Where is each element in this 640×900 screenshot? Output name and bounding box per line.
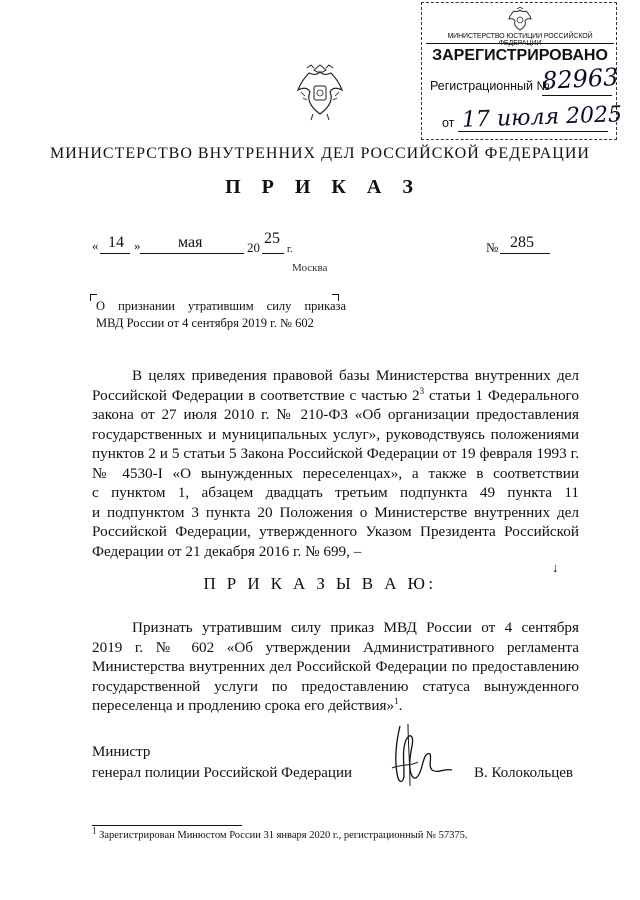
stamp-registered-label: ЗАРЕГИСТРИРОВАНО: [432, 47, 608, 64]
date-year-suffix: 25: [264, 230, 280, 247]
preamble-line: государственных и муниципальных услуг», руководствуясь положениями: [92, 425, 579, 443]
document-type-title: П Р И К А З: [225, 176, 421, 198]
preamble-line: пунктов 2 и 5 статьи 5 Закона Российской Федерации от 19 февраля 1993 г.: [92, 445, 579, 462]
stamp-regnum-handwritten: 82963: [541, 63, 620, 95]
stamp-ministry-name: МИНИСТЕРСТВО ЮСТИЦИИ РОССИЙСКОЙ ФЕДЕРАЦИИ: [447, 33, 593, 47]
order-line: Признать утратившим силу приказ МВД России от 4 сентября: [132, 619, 579, 636]
order-line: государственной услуги по предоставлению статуса вынужденного: [92, 677, 579, 695]
signatory-name: В. Колокольцев: [474, 765, 573, 781]
preamble-line: Федерации от 21 декабря 2016 г. № 699, –: [92, 542, 362, 560]
preamble-paragraph: [92, 366, 579, 561]
handwritten-signature: [382, 722, 462, 790]
preamble-line: В целях приведения правовой базы Министерства внутренних дел: [132, 367, 579, 384]
ministry-name: МИНИСТЕРСТВО ВНУТРЕННИХ ДЕЛ РОССИЙСКОЙ ФЕДЕРАЦИИ: [50, 145, 590, 162]
preamble-line: закона от 27 июля 2010 г. № 210-ФЗ «Об организации предоставления: [92, 406, 579, 423]
order-paragraph: [92, 618, 579, 716]
state-emblem-icon: [293, 62, 347, 122]
order-subject: [96, 298, 346, 332]
order-number: 285: [510, 234, 534, 251]
signatory-position: Министр: [92, 744, 151, 760]
margin-mark: ↓: [552, 560, 559, 575]
preamble-line: Российской Федерации, утвержденного Указом Президента Российской: [92, 523, 579, 540]
date-year-prefix: 20: [247, 240, 260, 255]
date-month: мая: [178, 234, 203, 251]
footnote-separator: [92, 825, 242, 826]
order-line: 2019 г. № 602 «Об утверждении Административного регламента: [92, 638, 579, 656]
preamble-line: с пунктом 1, абзацем двадцать третьим подпункта 49 пункта 11: [92, 484, 579, 501]
preamble-line: Российской Федерации в соответствие с частью $2^3$ статьи 1 Федерального: [92, 385, 579, 404]
stamp-date-prefix: от: [442, 116, 455, 130]
eagle-emblem-icon: [506, 7, 534, 33]
order-verb-heading: П Р И К А З Ы В А Ю:: [203, 574, 437, 593]
subject-line-2: МВД России от 4 сентября 2019 г. № 602: [96, 316, 314, 330]
order-line: переселенца и продлению срока его действия»$^1$.: [92, 695, 403, 714]
date-open-quote: «: [92, 238, 99, 253]
date-day: 14: [108, 234, 124, 251]
order-line: Министерства внутренних дел Российской Федерации по предоставлению: [92, 658, 579, 675]
subject-line-1: О признании утратившим силу приказа: [96, 299, 346, 313]
footnote: $^1$ Зарегистрирован Минюстом России 31 января 2020 г., регистрационный № 57375.: [92, 825, 468, 841]
preamble-line: и подпунктом 3 пункта 20 Положения о Министерстве внутренних дел: [92, 503, 579, 521]
preamble-line: № 4530-I «О вынужденных переселенцах», а также в соответствии: [92, 464, 579, 482]
stamp-date-handwritten: 17 июля 2025: [461, 102, 623, 133]
number-sign: №: [486, 240, 499, 255]
signatory-rank: генерал полиции Российской Федерации: [92, 765, 353, 781]
stamp-regnum-label: Регистрационный №: [430, 79, 550, 93]
registration-stamp: [421, 2, 623, 140]
date-year-unit: г.: [287, 244, 293, 255]
date-close-quote: »: [134, 238, 141, 253]
city-label: Москва: [292, 262, 328, 274]
